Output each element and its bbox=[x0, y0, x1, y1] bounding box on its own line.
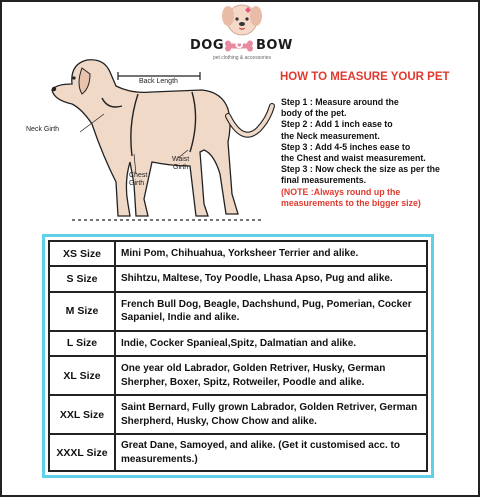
note-line: measurements to the bigger size) bbox=[281, 197, 421, 208]
table-row bbox=[49, 356, 427, 395]
measurement-steps bbox=[281, 97, 477, 209]
size-cell: XL Size bbox=[49, 356, 115, 395]
step-line: Step 1 : Measure around the bbox=[281, 97, 399, 107]
step-line: Step 3 : Now check the size as per the bbox=[281, 164, 440, 175]
size-table bbox=[48, 240, 428, 472]
step-line: Step 2 : Add 1 inch ease to bbox=[281, 119, 393, 130]
breeds-cell: Indie, Cocker Spanieal,Spitz, Dalmatian and alike. bbox=[115, 331, 427, 356]
size-cell: S Size bbox=[49, 266, 115, 291]
size-table-frame bbox=[42, 234, 434, 478]
step-line: the Neck measurement. bbox=[281, 130, 380, 141]
breeds-cell: Shihtzu, Maltese, Toy Poodle, Lhasa Apso, Pug and alike. bbox=[115, 266, 427, 291]
step-line: the Chest and waist measurement. bbox=[281, 153, 426, 164]
back-length-label: Back Length bbox=[139, 78, 178, 85]
logo-tagline: pet clothing & accessories bbox=[212, 55, 272, 61]
waist-girth-label-line2: Girth bbox=[173, 164, 189, 171]
breeds-cell: One year old Labrador, Golden Retriver, Husky, German Sherpher, Boxer, Spitz, Rotweiler, Poodle and alike. bbox=[115, 356, 427, 395]
measure-title: HOW TO MEASURE YOUR PET bbox=[280, 71, 450, 83]
logo-text-o: O bbox=[235, 40, 245, 51]
size-cell: L Size bbox=[49, 331, 115, 356]
chest-girth-label-line1: Chest bbox=[129, 172, 148, 179]
dog-face-logo-icon bbox=[217, 2, 267, 38]
table-row bbox=[49, 434, 427, 471]
breeds-cell: French Bull Dog, Beagle, Dachshund, Pug, Pomerian, Cocker Sapaniel, Indie and alike. bbox=[115, 292, 427, 331]
size-cell: XXXL Size bbox=[49, 434, 115, 471]
note-line: (NOTE :Always round up the bbox=[281, 186, 401, 197]
waist-girth-label-line1: Waist bbox=[172, 156, 190, 163]
table-row bbox=[49, 395, 427, 434]
size-cell: XS Size bbox=[49, 241, 115, 266]
table-row bbox=[49, 241, 427, 266]
table-row bbox=[49, 331, 427, 356]
step-line: body of the pet. bbox=[281, 108, 347, 119]
neck-girth-label: Neck Girth bbox=[26, 126, 60, 133]
breeds-cell: Mini Pom, Chihuahua, Yorksheer Terrier and alike. bbox=[115, 241, 427, 266]
step-line: final measurements. bbox=[281, 175, 367, 186]
chest-girth-label-line2: Girth bbox=[129, 180, 145, 187]
step-line: Step 3 : Add 4-5 inches ease to bbox=[281, 141, 411, 152]
size-cell: XXL Size bbox=[49, 395, 115, 434]
table-row bbox=[49, 266, 427, 291]
dog-measurement-diagram bbox=[26, 54, 277, 229]
breeds-cell: Great Dane, Samoyed, and alike. (Get it customised acc. to measurements.) bbox=[115, 434, 427, 471]
size-cell: M Size bbox=[49, 292, 115, 331]
logo-text-bow: BOW bbox=[256, 38, 293, 53]
logo-text-dog: DOG bbox=[190, 38, 225, 53]
breeds-cell: Saint Bernard, Fully grown Labrador, Golden Retriver, German Sherpherd, Husky, Chow Chow and alike. bbox=[115, 395, 427, 434]
table-row bbox=[49, 292, 427, 331]
